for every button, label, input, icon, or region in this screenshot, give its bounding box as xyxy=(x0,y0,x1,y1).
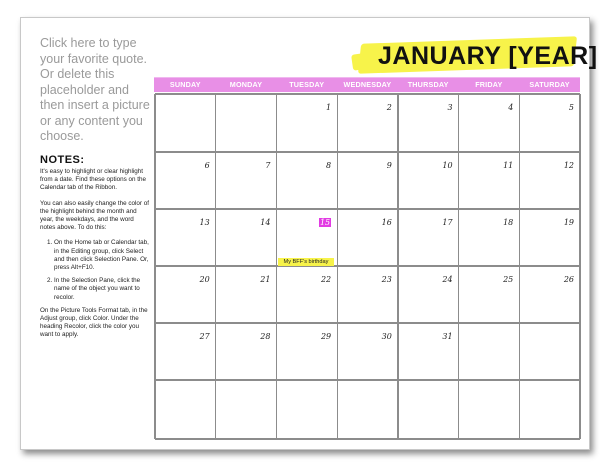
day-number[interactable] xyxy=(372,161,392,170)
grid-line-horizontal xyxy=(155,151,580,152)
grid-line-vertical xyxy=(154,94,155,439)
grid-line-vertical xyxy=(215,94,216,439)
day-number-text: 3 xyxy=(447,103,453,112)
quote-line: Click here to type xyxy=(40,36,137,50)
day-number-text: 11 xyxy=(503,161,514,170)
quote-line: Or delete this xyxy=(40,67,115,81)
day-number-text: 31 xyxy=(442,332,453,341)
day-number[interactable] xyxy=(190,275,210,284)
day-number[interactable] xyxy=(372,103,392,112)
notes-steps xyxy=(40,239,150,301)
notes-step: 1. On the Home tab or Calendar tab, in the Editing group, click Select and then click Selection Pane. Or, press Alt+F10. xyxy=(54,239,150,272)
weekday-header: MONDAY xyxy=(229,80,263,89)
day-number[interactable] xyxy=(190,332,210,341)
weekday-header: TUESDAY xyxy=(289,80,325,89)
day-number-text: 19 xyxy=(563,218,574,227)
grid-line-horizontal xyxy=(155,379,580,380)
weekday-header: THURSDAY xyxy=(407,80,449,89)
grid-line-vertical xyxy=(276,94,277,439)
day-number[interactable] xyxy=(493,103,513,112)
day-number[interactable] xyxy=(433,161,453,170)
day-number-text: 26 xyxy=(563,275,574,284)
day-number-text: 4 xyxy=(508,103,514,112)
weekday-header: SUNDAY xyxy=(169,80,201,89)
notes-step: 2. In the Selection Pane, click the name of the object you want to recolor. xyxy=(54,277,150,302)
quote-line: or any content you xyxy=(40,113,143,128)
grid-line-horizontal xyxy=(155,322,580,323)
day-number[interactable] xyxy=(250,275,270,284)
day-number[interactable] xyxy=(372,275,392,284)
quote-placeholder[interactable] xyxy=(40,36,158,145)
day-number-text: 1 xyxy=(326,103,332,112)
grid-line-horizontal xyxy=(155,438,580,439)
day-number[interactable] xyxy=(311,218,331,227)
day-number-text: 12 xyxy=(563,161,574,170)
day-number[interactable] xyxy=(554,218,574,227)
day-number[interactable] xyxy=(190,161,210,170)
grid-line-horizontal xyxy=(155,93,580,94)
day-number-text: 25 xyxy=(503,275,514,284)
day-number[interactable] xyxy=(493,161,513,170)
day-number-text: 18 xyxy=(503,218,514,227)
day-number[interactable] xyxy=(554,103,574,112)
day-number-text: 27 xyxy=(199,332,210,341)
day-number-text: 29 xyxy=(320,332,332,341)
day-number[interactable] xyxy=(433,275,453,284)
day-number[interactable] xyxy=(372,218,392,227)
day-number-text: 23 xyxy=(381,275,392,284)
notes-title: NOTES: xyxy=(40,154,85,166)
grid-line-horizontal xyxy=(155,265,580,266)
day-number-text: 10 xyxy=(442,161,453,170)
grid-line-vertical xyxy=(397,94,398,439)
notes-para: You can also easily change the color of the highlight behind the month and year, the weekdays, and the word notes above. To do this: xyxy=(40,199,149,232)
grid-line-horizontal xyxy=(155,208,580,209)
day-number[interactable] xyxy=(493,275,513,284)
day-number[interactable] xyxy=(311,103,331,112)
day-number[interactable] xyxy=(311,161,331,170)
day-number[interactable] xyxy=(311,332,331,341)
day-number[interactable] xyxy=(433,103,453,112)
day-number-text: 14 xyxy=(260,218,271,227)
day-number-text: 24 xyxy=(442,275,453,284)
day-number-text: 9 xyxy=(386,161,392,170)
day-number-text: 17 xyxy=(442,218,453,227)
day-number[interactable] xyxy=(372,332,392,341)
day-number-text: 15 xyxy=(319,218,331,227)
day-number[interactable] xyxy=(250,218,270,227)
day-number-text: 7 xyxy=(265,161,271,170)
day-number-text: 16 xyxy=(381,218,392,227)
day-number-text: 5 xyxy=(568,103,574,112)
day-number[interactable] xyxy=(554,275,574,284)
month-title[interactable]: JANUARY [YEAR] xyxy=(378,42,598,70)
quote-line: placeholder and xyxy=(40,82,129,97)
day-number-text: 30 xyxy=(381,332,392,341)
day-number-text: 13 xyxy=(199,218,210,227)
notes-outro: On the Picture Tools Format tab, in the Adjust group, click Color. Under the heading Recolor, click the color you want to apply. xyxy=(40,306,148,339)
quote-line: then insert a picture xyxy=(40,98,150,112)
day-number[interactable] xyxy=(433,332,453,341)
day-number-text: 21 xyxy=(260,275,271,284)
day-number[interactable] xyxy=(250,161,270,170)
notes-body[interactable] xyxy=(40,168,150,347)
day-number-text: 28 xyxy=(260,332,271,341)
day-number[interactable] xyxy=(190,218,210,227)
day-number-text: 8 xyxy=(326,161,332,170)
grid-line-vertical xyxy=(579,94,580,439)
grid-line-vertical xyxy=(519,94,520,439)
weekday-header: WEDNESDAY xyxy=(343,80,392,89)
weekday-header: FRIDAY xyxy=(475,80,503,89)
grid-line-vertical xyxy=(337,94,338,439)
grid-line-vertical xyxy=(458,94,459,439)
notes-intro: It's easy to highlight or clear highlight from a date. Find these options on the Calendar tab of the Ribbon. xyxy=(40,168,147,192)
calendar-grid xyxy=(155,94,580,439)
day-number-text: 2 xyxy=(386,103,392,112)
day-number-text: 20 xyxy=(199,275,210,284)
quote-line: your favorite quote. xyxy=(40,51,148,66)
day-number-text: 6 xyxy=(204,161,210,170)
day-number[interactable] xyxy=(311,275,331,284)
day-number-text: 22 xyxy=(320,275,332,284)
day-number[interactable] xyxy=(554,161,574,170)
weekday-header: SATURDAY xyxy=(529,80,570,89)
day-number[interactable] xyxy=(493,218,513,227)
event-label[interactable]: My BFF's birthday xyxy=(278,258,334,266)
quote-line: choose. xyxy=(40,129,84,143)
day-number[interactable] xyxy=(433,218,453,227)
day-number[interactable] xyxy=(250,332,270,341)
